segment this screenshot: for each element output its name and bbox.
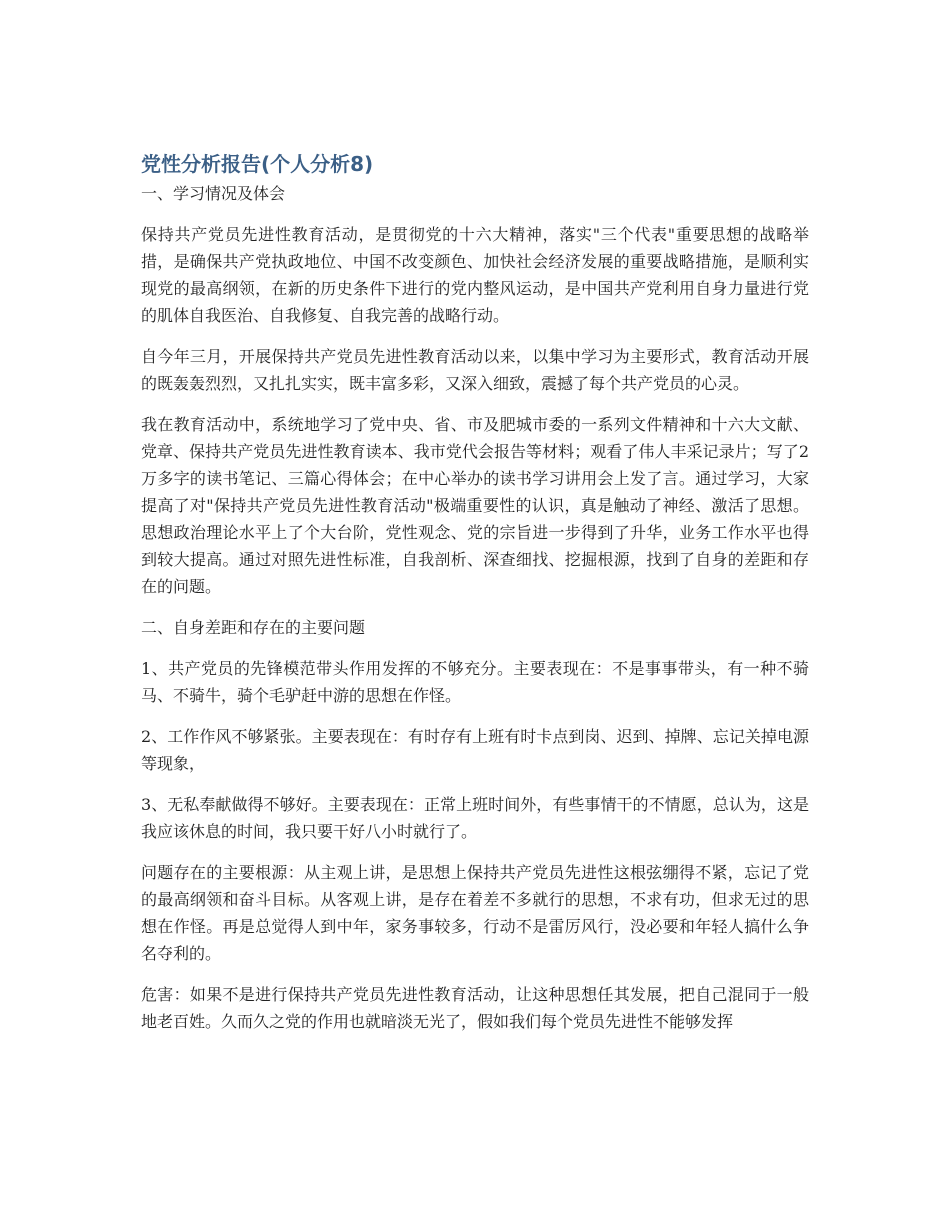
paragraph-6: 3、无私奉献做得不够好。主要表现在：正常上班时间外，有些事情干的不情愿，总认为，这是我应该休息的时间，我只要干好八小时就行了。 (141, 795, 809, 841)
paragraph-4: 1、共产党员的先锋模范带头作用发挥的不够充分。主要表现在：不是事事带头，有一种不骑马、不骑牛，骑个毛驴赶中游的思想在作怪。 (141, 659, 809, 705)
paragraph-1: 保持共产党员先进性教育活动，是贯彻党的十六大精神，落实"三个代表"重要思想的战略举措，是确保共产党执政地位、中国不改变颜色、加快社会经济发展的重要战略措施，是顺利实现党的最高纲领，在新的历史条件下进行的党内整风运动，是中国共产党利用自身力量进行党的肌体自我医治、自我修复、自我完善的战略行动。 (141, 225, 809, 325)
paragraph-2: 自今年三月，开展保持共产党员先进性教育活动以来，以集中学习为主要形式，教育活动开展的既轰轰烈烈，又扎扎实实，既丰富多彩，又深入细致，震撼了每个共产党员的心灵。 (141, 347, 809, 393)
document-title: 党性分析报告(个人分析8) (141, 152, 374, 176)
paragraph-5: 2、工作作风不够紧张。主要表现在：有时存有上班有时卡点到岗、迟到、掉牌、忘记关掉电源等现象， (141, 727, 809, 773)
paragraph-3: 我在教育活动中，系统地学习了党中央、省、市及肥城市委的一系列文件精神和十六大文献、党章、保持共产党员先进性教育读本、我市党代会报告等材料；观看了伟人丰采记录片；写了2万多字的读书笔记、三篇心得体会；在中心举办的读书学习讲用会上发了言。通过学习，大家提高了对"保持共产党员先进性教育活动"极端重要性的认识，真是触动了神经、激活了思想。思想政治理论水平上了个大台阶，党性观念、党的宗旨进一步得到了升华，业务工作水平也得到较大提高。通过对照先进性标准，自我剖析、深查细找、挖掘根源，找到了自身的差距和存在的问题。 (141, 415, 809, 596)
section-heading-study: 一、学习情况及体会 (141, 184, 286, 203)
section-heading-problems: 二、自身差距和存在的主要问题 (141, 618, 366, 637)
paragraph-7: 问题存在的主要根源：从主观上讲，是思想上保持共产党员先进性这根弦绷得不紧，忘记了党的最高纲领和奋斗目标。从客观上讲，是存在着差不多就行的思想，不求有功，但求无过的思想在作怪。再是总觉得人到中年，家务事较多，行动不是雷厉风行，没必要和年轻人搞什么争名夺利的。 (141, 863, 809, 963)
paragraph-8: 危害：如果不是进行保持共产党员先进性教育活动，让这种思想任其发展，把自己混同于一般地老百姓。久而久之党的作用也就暗淡无光了，假如我们每个党员先进性不能够发挥 (141, 985, 809, 1031)
document-body (141, 150, 809, 1049)
